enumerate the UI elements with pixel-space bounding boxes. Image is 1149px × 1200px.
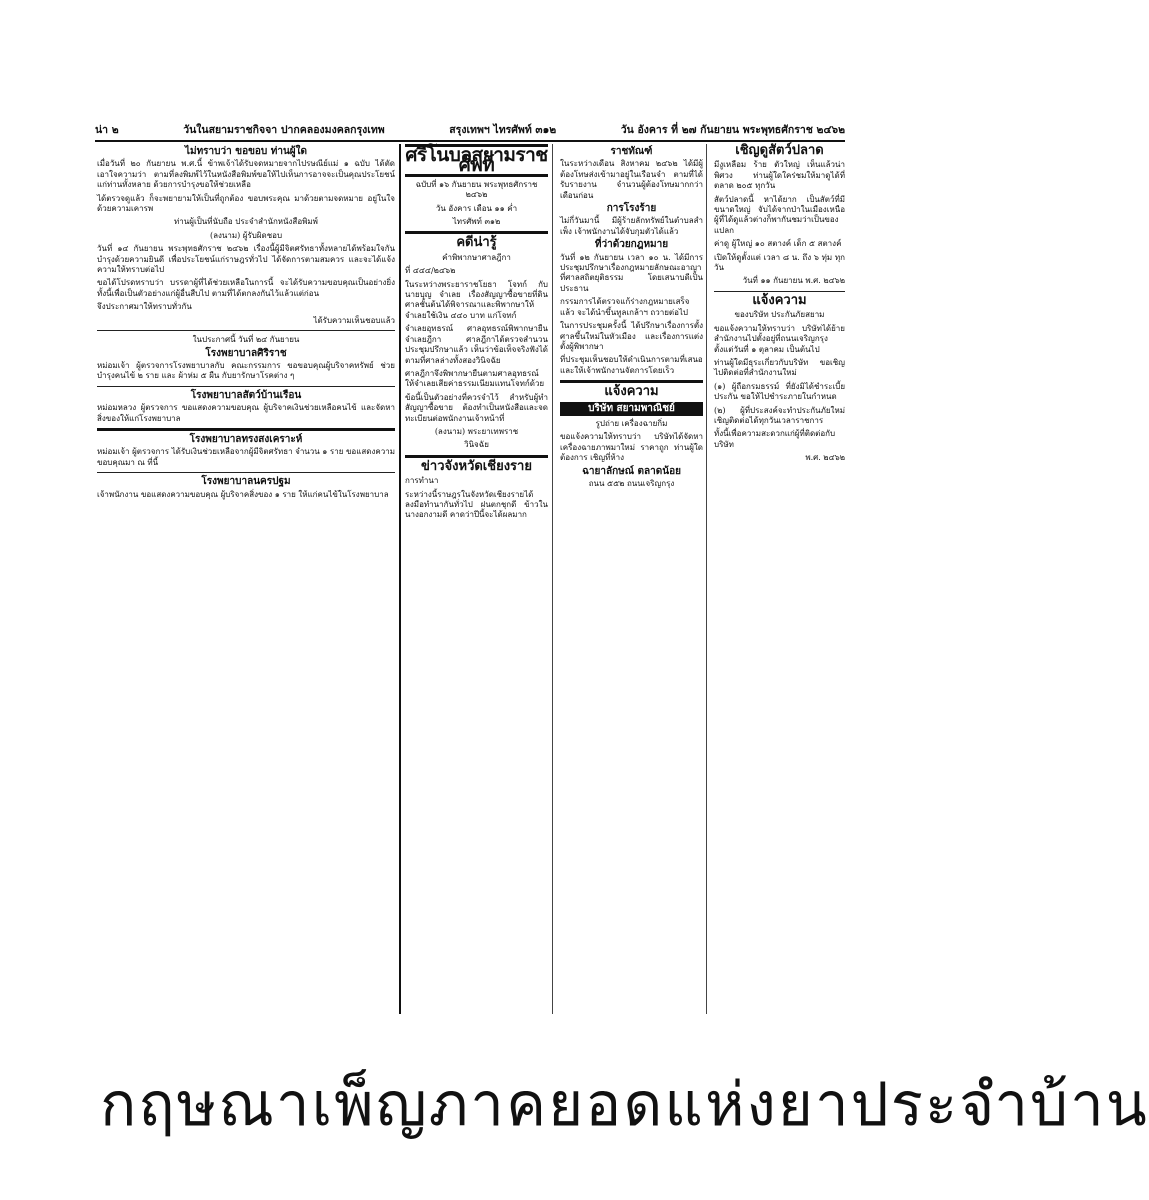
notice-subtitle: ของบริษัท ประกันภัยสยาม xyxy=(734,310,825,320)
paragraph: ท่านผู้ใดมีธุระเกี่ยวกับบริษัท ขอเชิญไปติดต่อที่สำนักงานใหม่ xyxy=(714,357,845,378)
divider xyxy=(97,386,395,387)
divider xyxy=(405,455,548,458)
column-1 xyxy=(97,144,395,1014)
paragraph: หม่อมหลวง ผู้ตรวจการ ขอแสดงความขอบคุณ ผู้บริจาคเงินช่วยเหลือคนไข้ และจัดหาสิ่งของให้แก่โรงพยาบาล xyxy=(97,403,395,423)
header-center: สรุงเทพฯ ไทรศัพท์ ๓๑๒ xyxy=(449,123,557,136)
divider xyxy=(97,330,395,331)
paragraph: มีงูเหลือม ร้าย ตัวใหญ่ เห็นแล้วน่าพิศวง ท่านผู้ใดใคร่ชมให้มาดูได้ที่ ตลาด ๒๐๕ ทุกวัน xyxy=(714,160,845,191)
section-title: ที่ว่าด้วยกฎหมาย xyxy=(594,239,669,251)
paragraph: ศาลฎีกาจึงพิพากษายืนตามศาลอุทธรณ์ ให้จำเลยเสียค่าธรรมเนียมแทนโจทก์ด้วย xyxy=(405,368,545,389)
paragraph: วันที่ ๑๒ กันยายน เวลา ๑๐ น. ได้มีการประชุมปรึกษาเรื่องกฎหมายลักษณะอาญา ที่ศาลสถิตยุติธรรม โดยเสนาบดีเป็นประธาน xyxy=(560,252,703,293)
news-subtitle: การทำนา xyxy=(405,476,439,486)
paragraph: ขอแจ้งความให้ทราบว่า บริษัทได้ย้ายสำนักงานไปตั้งอยู่ที่ถนนเจริญกรุง ตั้งแต่วันที่ ๑ ตุลาคม เป็นต้นไป xyxy=(714,323,845,354)
paragraph: ได้ตรวจดูแล้ว ก็จะพยายามให้เป็นที่ถูกต้อง ขอบพระคุณ มาด้วยตามจดหมาย อยู่ในใจ ด้วยความเคารพ xyxy=(97,193,395,214)
case-number: ที่ ๔๔๔/๒๔๖๒ xyxy=(405,266,456,276)
paragraph: ในการประชุมครั้งนี้ ได้ปรึกษาเรื่องการตั้งศาลขึ้นใหม่ในหัวเมือง และเรื่องการแต่งตั้งผู้พิพากษา xyxy=(560,321,703,351)
paragraph: ระหว่างนี้ราษฎรในจังหวัดเชียงรายได้ลงมือทำนากันทั่วไป ฝนตกชุกดี ข้าวในนางอกงามดี คาดว่าปีนี้จะได้ผลมาก xyxy=(405,489,548,520)
column-2 xyxy=(399,144,553,1014)
section-date: ในประกาศนี้ วันที่ ๒๔ กันยายน xyxy=(192,335,300,345)
paragraph: (๒) ผู้ที่ประสงค์จะทำประกันภัยใหม่ เชิญติดต่อได้ทุกวันเวลาราชการ xyxy=(714,405,845,425)
section-title: โรงพยาบาลสัตว์บ้านเรือน xyxy=(190,389,302,401)
ad-footer: ฉายาลักษณ์ ตลาดน้อย xyxy=(582,465,681,477)
paragraph: ในระหว่างพระยาราชโยธา โจทก์ กับ นายบุญ จำเลย เรื่องสัญญาซื้อขายที่ดิน ศาลชั้นต้นได้พิจารณาและพิพากษาให้จำเลยใช้เงิน ๔๔๐ บาท แก่โจทก์ xyxy=(405,279,548,320)
column-3 xyxy=(557,144,707,1014)
divider xyxy=(97,472,395,473)
section-title: โรงพยาบาลนครปฐม xyxy=(201,476,291,488)
masthead-line: ไทรศัพท์ ๓๑๒ xyxy=(452,217,501,227)
ad-banner: บริษัท สยามพาณิชย์ xyxy=(560,402,703,416)
bottom-headline: กฤษณาเพ็ญภาคยอดแห่งยาประจำบ้าน xyxy=(100,1070,1149,1140)
ad-title: เชิญดูสัตว์ปลาด xyxy=(735,143,824,158)
paragraph: ในระหว่างเดือน สิงหาคม ๒๔๖๒ ได้มีผู้ต้องโทษส่งเข้ามาอยู่ในเรือนจำ ตามที่ได้รับรายงาน จำนวนผู้ต้องโทษมากกว่าเดือนก่อน xyxy=(560,159,703,200)
paragraph: ค่าดู ผู้ใหญ่ ๑๐ สตางค์ เด็ก ๕ สตางค์ xyxy=(714,239,842,249)
paragraph: ที่ประชุมเห็นชอบให้ดำเนินการตามที่เสนอ และให้เจ้าพนักงานจัดการโดยเร็ว xyxy=(560,355,703,375)
story-subtitle: คำพิพากษาศาลฎีกา xyxy=(442,252,511,262)
ad-address: ถนน ๕๕๒ ถนนเจริญกรุง xyxy=(588,478,675,488)
paragraph: ทั้งนี้เพื่อความสะดวกแก่ผู้ที่ติดต่อกับบริษัท xyxy=(714,429,836,449)
story-title: คดีน่ารู้ xyxy=(456,235,497,251)
date-line: วันที่ ๑๑ กันยายน พ.ศ. ๒๔๖๒ xyxy=(742,276,845,286)
header-date: วัน อังคาร ที่ ๒๗ กันยายน พระพุทธศักราช ๒๔๖๒ xyxy=(620,123,845,136)
ad-subtitle: รูปถ่าย เครื่องฉายกิ่ม xyxy=(595,418,668,428)
notice-title: แจ้งความ xyxy=(752,292,807,308)
paragraph: เมื่อวันที่ ๒๐ กันยายน พ.ศ.นี้ ข้าพเจ้าได้รับจดหมายจากไปรษณีย์แม่ ๑ ฉบับ ได้ตัดเอาใจความว่า ตามที่ลงพิมพ์ไว้ในหนังสือพิมพ์ขอให้ไปเห็นการอาจจะเป็นคุณประโยชน์ แก่ท่านทั้งหลาย ด้วยการบำรุงขอให้ช่วยเหลือ xyxy=(97,159,395,190)
section-title: ราชทัณฑ์ xyxy=(610,146,653,157)
section-title: การโรงร้าย xyxy=(606,203,657,215)
paragraph: สัตว์ปลาดนี้ หาได้ยาก เป็นสัตว์ที่มีขนาดใหญ่ จับได้จากป่าในเมืองเหนือ ผู้ที่ได้ดูแล้วต่างก็พากันชมว่าเป็นของแปลก xyxy=(714,194,845,235)
paragraph: ขอได้โปรดทราบว่า บรรดาผู้ที่ได้ช่วยเหลือในการนี้ จะได้รับความขอบคุณเป็นอย่างยิ่ง ทั้งนี้เพื่อเป็นตัวอย่างแก่ผู้อื่นสืบไป ตามที่ได้ตกลงกันไว้แล้วแต่ก่อน xyxy=(97,278,395,298)
masthead: ศรีโนบลสยามราชศัพท์ xyxy=(405,144,548,177)
paragraph: หม่อมเจ้า ผู้ตรวจการ ได้รับเงินช่วยเหลือจากผู้มีจิตศรัทธา จำนวน ๑ ราย ขอแสดงความขอบคุณมา ณ ที่นี้ xyxy=(97,447,395,467)
signature-line: ท่านผู้เป็นที่นับถือ ประจำสำนักหนังสือพิมพ์ xyxy=(174,217,318,227)
divider xyxy=(405,231,548,234)
divider xyxy=(97,428,395,431)
date-line: พ.ศ. ๒๔๖๒ xyxy=(805,453,845,463)
signature-name: (ลงนาม) ผู้รับผิดชอบ xyxy=(209,230,283,240)
divider xyxy=(714,291,845,292)
section-title: โรงพยาบาลศิริราช xyxy=(205,347,287,359)
paragraph: ไม่กี่วันมานี้ มีผู้ร้ายลักทรัพย์ในตำบลสำเพ็ง เจ้าพนักงานได้จับกุมตัวได้แล้ว xyxy=(560,216,703,236)
column-4 xyxy=(711,144,845,1014)
masthead-line: ฉบับที่ ๑๖ กันยายน พระพุทธศักราช ๒๔๖๒ xyxy=(415,179,538,200)
masthead-line: วัน อังคาร เดือน ๑๑ ค่ำ xyxy=(435,203,518,213)
header-left: วันในสยามราชกิจจา ปากคลองมงคลกรุงเทพ xyxy=(183,123,385,136)
paragraph: เจ้าพนักงาน ขอแสดงความขอบคุณ ผู้บริจาคสิ่งของ ๑ ราย ให้แก่คนไข้ในโรงพยาบาล xyxy=(97,489,389,499)
paragraph: หม่อมเจ้า ผู้ตรวจการโรงพยาบาลกับ คณะกรรมการ ขอขอบคุณผู้บริจาคทรัพย์ ช่วยบำรุงคนไข้ ๒ ราย และ ผ้าห่ม ๕ ผืน กับยารักษาโรคต่าง ๆ xyxy=(97,360,395,381)
section-title: ไม่ทราบว่า ขอขอบ ท่านผู้ใด xyxy=(184,146,308,157)
paragraph: ข้อนี้เป็นตัวอย่างที่ควรจำไว้ สำหรับผู้ทำสัญญาซื้อขาย ต้องทำเป็นหนังสือและจดทะเบียนต่อพนักงานเจ้าหน้าที่ xyxy=(405,392,548,423)
ad-title: แจ้งความ xyxy=(604,384,659,400)
paragraph: เปิดให้ดูตั้งแต่ เวลา ๘ น. ถึง ๖ ทุ่ม ทุกวัน xyxy=(714,252,845,273)
newspaper-page xyxy=(95,118,845,1018)
section-title: โรงพยาบาลทรงสงเคราะห์ xyxy=(189,433,303,445)
page-number: น่า ๒ xyxy=(95,123,119,136)
paragraph: วันที่ ๑๔ กันยายน พระพุทธศักราช ๒๔๖๒ เรื่องนี้ผู้มีจิตศรัทธาทั้งหลายได้พร้อมใจกันบำรุงด้วยความยินดี เพื่อประโยชน์แก่ราษฎรทั่วไป ได้จัดการตามสมควร และจะได้แจ้งความให้ทราบต่อไป xyxy=(97,244,395,275)
paragraph: จึงประกาศมาให้ทราบทั่วกัน xyxy=(97,302,192,312)
paragraph: กรรมการได้ตรวจแก้ร่างกฎหมายเสร็จแล้ว จะได้นำขึ้นทูลเกล้าฯ ถวายต่อไป xyxy=(560,297,690,317)
paragraph: จำเลยอุทธรณ์ ศาลอุทธรณ์พิพากษายืน จำเลยฎีกา ศาลฎีกาได้ตรวจสำนวนประชุมปรึกษาแล้ว เห็นว่าข้อเท็จจริงฟังได้ตามที่ศาลล่างทั้งสองวินิจฉัย xyxy=(405,324,548,365)
closing-line: ได้รับความเห็นชอบแล้ว xyxy=(313,315,395,325)
paragraph: (๑) ผู้ถือกรมธรรม์ ที่ยังมิได้ชำระเบี้ยประกัน ขอให้ไปชำระภายในกำหนด xyxy=(714,381,845,402)
story-signature: วินิจฉัย xyxy=(464,440,489,450)
story-signature: (ลงนาม) พระยาเทพราช xyxy=(434,426,519,436)
divider xyxy=(560,380,703,383)
news-title: ข่าวจังหวัดเชียงราย xyxy=(421,458,532,474)
page-header xyxy=(95,118,845,142)
paragraph: ขอแจ้งความให้ทราบว่า บริษัทได้จัดหาเครื่องฉายภาพมาใหม่ ราคาถูก ท่านผู้ใดต้องการ เชิญที่ห้าง xyxy=(560,432,703,463)
